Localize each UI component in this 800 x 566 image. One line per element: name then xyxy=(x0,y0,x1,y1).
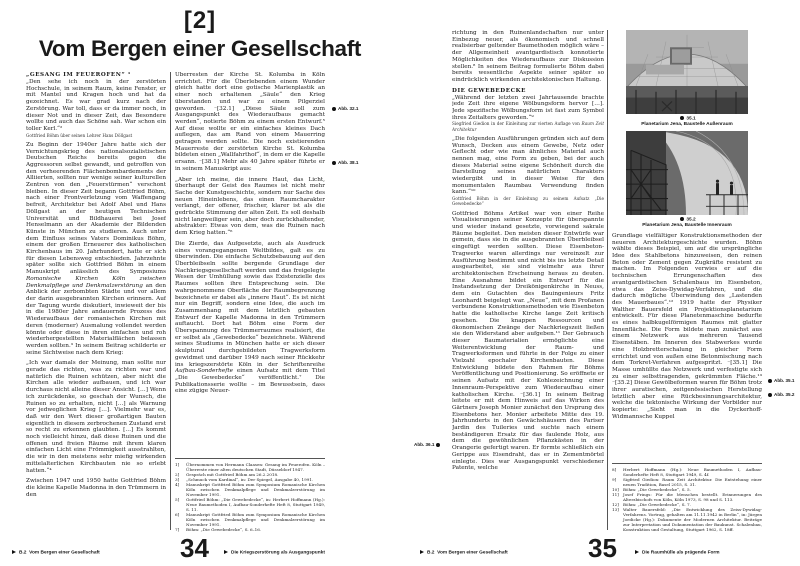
footnote: 6] Manuskript Gottfried Böhm zum Symposium Romanische Kirchen Köln zwischen Denkmalpflege und Denkmalzerstörung im November 1991. xyxy=(175,512,325,527)
next-section-link[interactable]: Die Kriegszerstörung als Ausgangspunkt xyxy=(224,550,325,556)
footnote: 7] Böhm: „Die Gewebedecke“, S. 6–16. xyxy=(175,527,262,532)
chapter-number: [2] xyxy=(183,7,217,34)
bullet-icon xyxy=(332,161,336,165)
quote: „Während der letzten zwei Jahrtausende brachte jede Zeit ihre eigene Wölbungsform hervor […]. Jede spezifische Wölbungsform ist fast zum Symbol ihres Zeitalters geworden.“⁹ xyxy=(452,94,604,121)
section-heading: „GESANG IM FEUEROFEN“ ¹ xyxy=(26,72,131,78)
running-header-right[interactable]: B.2 Vom Bergen einer Gesellschaft xyxy=(420,550,508,556)
body-paragraph: Grundlage vielfältiger Konstruktionsmethoden der neueren Architekturgeschichte wurden. Böhm wählte dieses Beispiel, um auf die ursprüngliche Idee des Stahlbetons hinzuweisen, den reinen Beton oder Zement gegen Zugkräfte resistent zu machen. Im Folgenden verwies er auf die technischen Errungenschaften des avantgardistischen Schalenbaus im Eisenbeton, etwa das Zeiss-Dywidag-Verfahren, und die dadurch mögliche Überwindung des „Lastenden des Mauerbaues“.¹² 1919 hatte der Physiker Walther Bauersfeld ein Projektionsplanetarium entwickelt. Für diese Planetenmaschine bedurfte es eines halbkugelförmigen Raumes mit glatter Innenfläche. Die Form bildete man zunächst aus einem Netzwerk aus mehreren Tausend Eisenstäben. Im Inneren des Stabwerkes wurde eine Holzbretterschalung in gleicher Form errichtet und von außen eine Betonmischung nach dem Torkret-Verfahren aufgespritzt. ⁻[35.1] Die Masse umhüllte das Netzwerk und verfestigte sich zu einer selbsttragenden, gekrümmten Fläche.¹³ ⁻[35.2] Diese Gewölbeformen waren für Böhm trotz ihrer auratischen, zeitgenössischen Herstellung letztlich aber eine Rückbesinnungsarchitektur, welche die tektonische Wirkung der Vorbilder nur kopierte: „Sieht man in die Dyckerhoff-Widmannsche Kuppel xyxy=(612,232,762,420)
photo-planetarium-interior xyxy=(626,131,748,215)
quote: „Die folgenden Ausführungen gründen sich auf dem Wunsch, Decken aus einem Gewebe, Netz oder Geflecht oder wie man ähnliches Material auch nennen mag, eine Form zu geben, bei der auch dieses Material seine eigene Schönheit durch die Darstellung seines natürlichen Charakters wiedergibt und in dieser Weise für den monumentalen Raumbau Verwendung finden kann.“¹⁰ xyxy=(452,135,604,196)
figure-reference[interactable]: Abb. 32.1 xyxy=(330,106,358,112)
page-number-left: 34 xyxy=(180,533,209,563)
figure-caption: 35.2 Planetarium Jena, Baustelle Innenraum xyxy=(642,217,732,229)
body-paragraph: Zu Beginn der 1940er Jahre hatte sich der Vernichtungskrieg des nationalsozialistischen Deutschen Reichs bereits gegen die Aggressoren selbst gewandt, und getroffen von den verheerenden Flächenbombardements der Alliierten, sollten nur wenige seiner kulturellen Zentren von den „Feuerstürmen“ verschont bleiben. In dieser Zeit begann Gottfried Böhm, nach einer Frontverletzung vom Waffengang befreit, Architektur bei Adolf Abel und Hans Döllgast an der heutigen Technischen Universität und Bildhauerei bei Josef Henselmann an der Akademie der Bildenden Künste in München zu studieren. Auch unter dem Einfluss seines Vaters Dominikus Böhm, einem der großen Erneuerer des katholischen Kirchenbaus im 20. Jahrhundert, hatte er sich für diesen Lebensweg entschieden. Jahrzehnte später sollte sich Gottfried Böhm in einem Manuskript anlässlich des Symposiums Romanische Kirchen Köln zwischen Denkmalpflege und Denkmalzerstörung an den Anblick der zerbombten Städte und vor allem der darin ausgebrannten Kirchen erinnern. Auf der Tagung wurde diskutiert, inwieweit der bis in die 1980er Jahre andauernde Prozess des Wiederaufbaus der romanischen Kirchen mit deren (moderner) Ausmalung vollendet werden könnte oder diese in ihren einfachen und roh wiederhergestellten Materialflächen belassen werden sollten.³ In seinem Beitrag schilderte er seine Sichtweise nach dem Krieg: xyxy=(26,141,166,356)
arrow-right-icon xyxy=(12,550,16,554)
quote-source: Siegfried Giedion in der Einleitung zur vierten Auflage von Raum Zeit Architektur xyxy=(452,121,604,132)
section-heading: DIE GEWEBEDECKE xyxy=(452,87,526,94)
running-header-left[interactable]: B.2 Vom Bergen einer Gesellschaft xyxy=(12,550,100,556)
footnotes xyxy=(175,462,325,532)
chapter-title: Vom Bergen einer Gesellschaft xyxy=(38,36,362,61)
right-column-2 xyxy=(612,30,762,532)
footnote: 11] Josef Frings: Für die Menschen bestellt. Erinnerungen des Alterzbischofs von Köln, Köln 1973, S. 98 und S. 113. xyxy=(612,492,762,502)
quote: „Aber ich meine, die innere Haut, das Licht, überhaupt der Geist des Raumes ist nicht mehr Sache der Kunstgeschichte, sondern nur Sache des neuen Hineinlebens, das einen Raumcharakter verlangt, der offener, frischer, klarer ist als die gedrückte Stimmung der alten Zeit. Es soll deshalb nicht langweiliger sein, aber doch zurückhaltender, abstrakter: Etwas von dem, was die Ruinen nach dem Krieg hatten.“⁶ xyxy=(175,176,325,237)
bullet-icon xyxy=(680,116,684,120)
footnote: 8] Herbert Hoffmann (Hg.): Neue Baumethoden I, Aufbau-Sonderhefte Heft 8, Stuttgart 1949, S. 4f. xyxy=(612,467,762,477)
column-rule xyxy=(607,30,608,530)
footnote-rule xyxy=(612,463,762,464)
figure-reference[interactable]: Abb. 38.1 xyxy=(330,160,358,166)
arrow-right-icon xyxy=(224,550,228,554)
right-column-1 xyxy=(452,30,604,532)
footnote-rule xyxy=(175,458,325,459)
left-column-2 xyxy=(175,72,325,532)
footnote: 2] Gespräch mit Gottfried Böhm am 26.2.2018. xyxy=(175,472,279,477)
footnote: 3] „Schmuck vom Kardinal“, in: Der Spiegel, Ausgabe 40, 1991. xyxy=(175,477,314,482)
footnote: 4] Manuskript Gottfried Böhm zum Symposium Romanische Kirchen Köln zwischen Denkmalpflege und Denkmalzerstörung im November 1991. xyxy=(175,482,325,497)
arrow-right-icon xyxy=(420,550,424,554)
page-number-right: 35 xyxy=(588,533,617,563)
arrow-right-icon xyxy=(635,550,639,554)
bullet-icon xyxy=(332,107,336,111)
bullet-icon xyxy=(768,379,772,383)
quote-source: Gottfried Böhm in der Einleitung zu seinem Aufsatz „Die Gewebedecke“ xyxy=(452,196,604,207)
quote: „Ich war damals der Meinung, man sollte nur gerade das richten, was zu richten war und natürlich die Ruinen schützen, aber nicht die Kirchen alle wieder aufbauen, und ich war durchaus nicht alleine dieser Ansicht. […] Wenn ich zurückdenke, so geschah der Wunsch, die Ruinen so zu erhalten, nicht […] als Warnung vor jedweglichen Krieg […]. Vielmehr war es, daß wir den Wert dieser großartigen Bauten eigentlich in diesem zerbrochenen Zustand erst so recht zu erkennen glaubten. […] Es kommt noch vielleicht hinzu, daß diese Ruinen und die offenen und freien Räume mit ihrem klaren einfachen Licht eine Frömmigkeit ausstrahlten, die wir in den meistens sehr miefig wirkenden mittelalterlichen Kirchbauten nie so erlebt hatten.“⁴ xyxy=(26,360,166,474)
footnote: 5] Gottfried Böhm: „Die Gewebedecke“, in: Herbert Hoffmann (Hg.): Neue Baumethoden I, Aufbau-Sonderhefte Heft 8, Stuttgart 1949, S. 11. xyxy=(175,497,325,512)
photo-planetarium-exterior xyxy=(626,30,748,114)
footnotes xyxy=(612,467,762,532)
footnote: 12] Böhm: „Die Gewebedecke“, S. 7. xyxy=(612,502,691,507)
footnote: 1] Übernommen von Hermann Claasen: Gesang im Feuerofen. Köln – Überreste einer alten deutschen Stadt, Düsseldorf 1947. xyxy=(175,462,325,472)
body-paragraph: Gottfried Böhms Artikel war von einer Reihe Visualisierungen seiner Konzepte für überspannte und wieder instand gesetzte, vorwiegend sakrale Räume begleitet. Den meisten dieser Entwürfe war gemein, dass sie in die ausgebrannten Überbleibsel eingefügt werden sollten. Diese Eisenbeton-Tragwerke waren allerdings nur vereinzelt zur Ausführung bestimmt und nicht bis ins letzte Detail ausgearbeitet, sie sind vielmehr aus ihrer architektonischen Erscheinung heraus zu deuten. Eine Ausnahme bildet ein Entwurf für die Instandsetzung der Dreikönigenkirche in Neuss, dem ein Gutachten des Bauingenieurs Fritz Leonhardt beigelegt war. „Neue“, mit dem Profanen verbundene Konstruktionsmethoden wie Eisenbeton hatte die katholische Kirche lange Zeit kritisch gesehen. Die knappen Ressourcen und ökonomischen Zwänge der Nachkriegszeit ließen sie den Widerstand aber aufgeben.¹¹ Der Gebrauch dieser Baumaterialien ermöglichte eine Weiterentwicklung der Raum- und Tragwerksformen und führte in der Folge zu einer Vielzahl epochaler Kirchenbauten. Diese Entwicklung bildete den Rahmen für Böhms Veröffentlichung und Positionierung. So eröffnete er seinen Aufsatz mit der Kohlezeichnung einer Innenraum-Perspektive zum Wiederaufbau einer katholischen Kirche. ⁻[36.1] In seinem Beitrag leitete er mit dem Hinweis auf das Wirken des Gärtners Joseph Monier zunächst den Ursprung des Eisenbetons her. Monier arbeitete Mitte des 19. Jahrhunderts in den Gewächshäusern des Pariser Jardin des Tuileries und suchte nach einem beständigeren Ersatz für das faulende Holz, aus dem die gewöhnlichen Pflanzkästen in der Orangerie gefertigt waren. Er formte schließlich ein Gerippe aus Eisendraht, das er in Zementmörtel einlegte. Dies war Ausgangspunkt verschiedener Patente, welche xyxy=(452,210,604,472)
body-paragraph: richtung in den Ruinenlandschaften nur unter Einbezug neuer, als ökonomisch und schnell realisierbar geltender Baumethoden möglich wäre – der Allgemeinheit avantgardistisch konnotierte Möglichkeiten des Wiederaufbaus zur Diskussion stellen.⁸ In seinem Beitrag formulierte Böhm dabei bereits wesentliche Aspekte seiner später so eindrücklich wirkenden architektonischen Haltung. xyxy=(452,30,604,83)
bullet-icon xyxy=(768,393,772,397)
figure-reference[interactable]: Abb. 35.2 xyxy=(766,392,794,398)
left-column-1 xyxy=(26,72,166,532)
body-paragraph: Zwischen 1947 und 1950 hatte Gottfried Böhm die kleine Kapelle Madonna in den Trümmern in den xyxy=(26,478,166,498)
footnote: 9] Sigfried Giedion: Raum Zeit Architektur. Die Entstehung einer neuen Tradition, Basel 2015, S. 31. xyxy=(612,477,762,487)
column-rule xyxy=(170,72,171,530)
figure-reference[interactable]: Abb. 36.1 xyxy=(414,442,442,448)
footnote: 10] Böhm: „Die Gewebedecke“, S. 5. xyxy=(612,487,691,492)
figure-caption: 35.1 Planetarium Jena, Baustelle Außenraum xyxy=(641,116,733,127)
bullet-icon xyxy=(680,217,684,221)
body-paragraph: Die Zierde, das Aufgesetzte, auch als Ausdruck eines vorangegangenen Weltbildes, galt es zu überwinden. Die einfache Schutzbebauung auf den Überbleibseln sollte bergende Grundlage der Nachkriegsgesellschaft werden und das freigelegte Wesen der Umhüllung sowie das Existenzielle des Raumes sollten ihre Entsprechung sein. Die wahrgenommene Oberfläche der Raumbegrenzung bezeichnete er dabei als „innere Haut“. Es ist nicht nur ein Begriff, sondern eine Idee, die auch im Zusammenhang mit dem letztlich gebauten Entwurf der Kapelle Madonna in den Trümmern auftaucht. Dort hat Böhm eine Form der Überspannung des Trümmerraumes realisiert, die er selbst als „Gewebedecke“ bezeichnete. Während seines Studiums in München hatte er sich dieser skulptural durchgebildeten Tragwerksform gewidmet und darüber 1949 nach seiner Rückkehr ins kriegszerstörte Köln in der Schriftenreihe Aufbau-Sonderhefte einen Aufsatz mit dem Titel „Die Gewebedecke“ veröffentlicht.⁷ Die Publikationsserie wollte – im Bewusstsein, dass eine zügige Neuer- xyxy=(175,240,325,395)
quote: „Den sehe ich noch in der zerstörten Hochschule, in seinem Raum, keine Fenster, er mit Mantel und Kragen hoch und hat da gezeichnet. Es war grad kurz nach der Zerstörung. War toll, dass er da immer noch, in dieser Not und in dieser Zeit, das Besondere wollte und auch das Schöne sah. War schon ein toller Kerl.“² xyxy=(26,79,166,132)
footnote: 13] Walter Bauersfeld: „Die Entwicklung des Zeiss-Dywidag-Verfahrens. Vortrag, gehalten am 11.11.1942 in Berlin“, in: Jürgen Joedicke (Hg.): Dokumente der Modernen Architektur. Beiträge zur Interpretation und Dokumentation der Baukunst. Schalenbau, Konstruktion und Gestaltung, Stuttgart 1962, S. 18ff. xyxy=(612,507,762,532)
figure-reference[interactable]: Abb. 35.1 xyxy=(766,378,794,384)
body-paragraph: Überresten der Kirche St. Kolumba in Köln errichtet. Für die Überlebenden einem Wunder gleich hatte dort eine gotische Marienplastik an einer noch erhaltenen „Säule“ den Krieg überstanden und war zu einem Pilgerziel geworden. ⁻[32.1] „Diese Säule soll zum Ausgangspunkt des Wiederaufbaus gemacht werden“, notierte Böhm zu einem ersten Entwurf.⁵ Auf diese wollte er ein einfaches kleines Dach auflegen, das am Rand von einem Mauerring getragen werden sollte. Die noch existierenden Mauerreste der zerstörten Kirche St. Kolumba bildeten einen „Wallfahrthof“, in dem er die Kapelle ersann. ⁻[38.1] Mehr als 40 Jahre später führte er in seinem Manuskript aus: xyxy=(175,72,325,172)
bullet-icon xyxy=(436,443,440,447)
next-section-link[interactable]: Die Raumhülle als prägende Form xyxy=(635,550,720,556)
quote-source: Gottfried Böhm über seinen Lehrer Hans Döllgast xyxy=(26,132,133,138)
